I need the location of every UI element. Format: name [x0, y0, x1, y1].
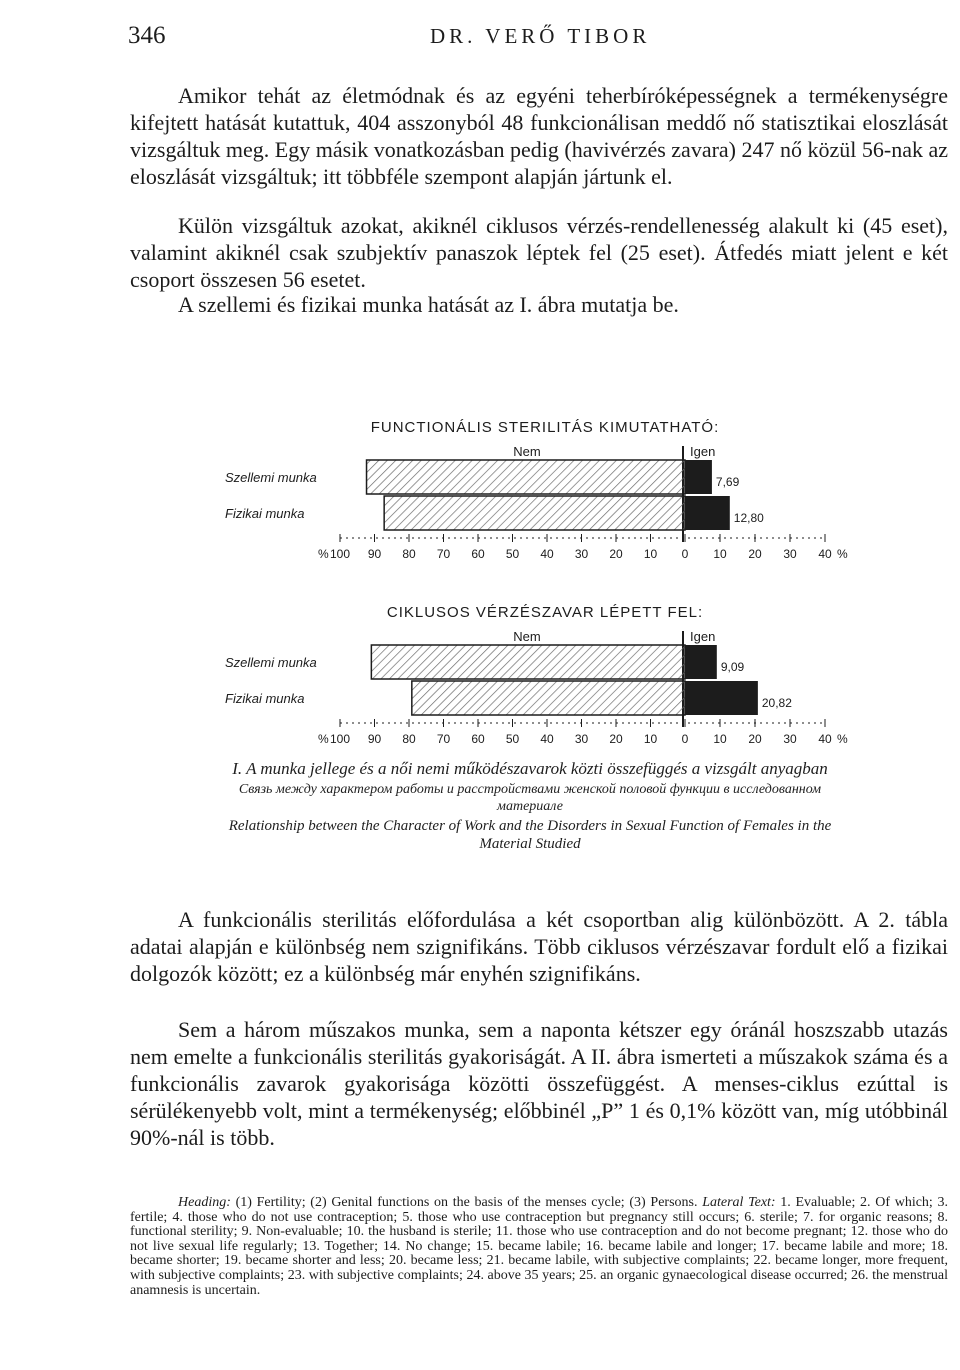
chart-0-bar-nem-1	[384, 496, 685, 530]
chart-0-tick-label-11: 10	[713, 547, 727, 561]
paragraph-3	[130, 291, 948, 318]
chart-1-tick-label-10: 0	[681, 732, 689, 746]
chart-1-tick-label-5: 50	[505, 732, 520, 746]
chart-1-unit-left: %	[318, 732, 329, 746]
chart-1-tick-label-6: 40	[540, 732, 554, 746]
chart-0-right-label: Igen	[690, 444, 716, 459]
chart-0-tick-label-4: 60	[471, 547, 485, 561]
chart-0-tick-label-5: 50	[505, 547, 520, 561]
chart-0-bar-igen-1	[685, 496, 730, 530]
paragraph-1-text: Amikor tehát az életmódnak és az egyéni teherbíróképességnek a termékenységre kifejtett hatását kutattuk, 404 asszonyból 48 funkcionálisan meddő nő statisztikai eloszlását vizsgáltuk meg. Egy másik vonatkozásban pedig (havivérzés zavara) 247 nő közül 56-nak az eloszlását vizsgáltuk; itt többféle szempont alapján jártunk el.	[130, 83, 948, 189]
chart-1-tick-label-12: 20	[748, 732, 762, 746]
chart-0-tick-label-12: 20	[748, 547, 762, 561]
chart-1-tick-label-3: 70	[436, 732, 451, 746]
footnote-lateral-label: Lateral Text:	[702, 1195, 776, 1210]
chart-1-tick-label-7: 30	[574, 732, 589, 746]
chart-1-unit-right: %	[837, 732, 848, 746]
chart-0-tick-label-7: 30	[574, 547, 589, 561]
paragraph-4	[130, 906, 948, 987]
chart-1-tick-label-13: 30	[783, 732, 797, 746]
paragraph-5	[130, 1016, 948, 1151]
chart-1-bar-igen-1	[685, 681, 758, 715]
chart-0-tick-label-9: 10	[643, 547, 658, 561]
chart-1-tick-label-9: 10	[643, 732, 658, 746]
chart-1-tick-label-11: 10	[713, 732, 727, 746]
chart-1-data-label-0: 9,09	[720, 660, 745, 674]
translation-footnote	[130, 1196, 948, 1298]
paragraph-1	[130, 82, 948, 190]
paragraph-2-text: Külön vizsgáltuk azokat, akiknél ciklusos vérzés-rendellenesség alakult ki (45 eset), valamint akiknél csak szubjektív panaszok léptek fel (25 eset). Átfedés miatt jelent e két csoport összesen 56 esetet.	[130, 213, 948, 292]
chart-1-tick-label-8: 20	[609, 732, 623, 746]
chart-1-title: CIKLUSOS VÉRZÉSZAVAR LÉPETT FEL:	[386, 604, 704, 621]
chart-1-bar-nem-0	[371, 645, 685, 679]
chart-1-data-label-1: 20,82	[761, 696, 792, 710]
caption-english: Relationship between the Character of Work and the Disorders in Sexual Function of Females in the Material Studied	[228, 818, 832, 852]
chart-1-tick-label-1: 90	[367, 732, 382, 746]
chart-0-tick-label-13: 30	[783, 547, 797, 561]
chart-0-tick-label-14: 40	[818, 547, 832, 561]
chart-1-tick-label-0: 100	[329, 732, 351, 746]
chart-0-tick-label-2: 80	[402, 547, 416, 561]
chart-1-tick-label-4: 60	[471, 732, 485, 746]
paragraph-3-text: A szellemi és fizikai munka hatását az I. ábra mutatja be.	[178, 292, 679, 317]
chart-1-right-label: Igen	[690, 629, 716, 644]
chart-0-title: FUNCTIONÁLIS STERILITÁS KIMUTATHATÓ:	[370, 419, 720, 436]
chart-0-tick-label-1: 90	[367, 547, 382, 561]
footnote-lateral-text: 1. Evaluable; 2. Of which; 3. fertile; 4. those who do not use contraception; 5. those who use contraception but pregnancy still occurs; 6. sterile; 7. for organic reasons; 8. functional sterility; 9. Non-evaluable; 10. the husband is sterile; 11. those who use contraception and do not become pregnant; 12. those who do not live sexual life regularly; 13. Together; 14. No change; 15. became labile; 16. became labile and longer; 17. became labile and more; 18. became shorter; 19. became shorter and less; 20. became less; 21. became labile, with subjective complaints; 22. became longer, more frequent, with subjective complaints; 23. with subjective complaints; 24. above 35 years; 25. an organic gynaecological disease occurred; 26. the menstrual anamnesis is uncertain.	[130, 1195, 949, 1298]
chart-0-tick-label-10: 0	[681, 547, 689, 561]
caption-hungarian: I. A munka jellege és a női nemi működészavarok közti összefüggés a vizsgált anyagban	[232, 759, 828, 778]
chart-1-tick-label-14: 40	[818, 732, 832, 746]
chart-0-category-label-0: Szellemi munka	[225, 470, 317, 485]
chart-1-category-label-0: Szellemi munka	[225, 655, 317, 670]
chart-0-tick-label-6: 40	[540, 547, 554, 561]
footnote-heading-label: Heading:	[178, 1195, 231, 1210]
page-number: 346	[128, 22, 166, 49]
chart-0-bar-igen-0	[685, 460, 712, 494]
chart-1-category-label-1: Fizikai munka	[225, 691, 305, 706]
chart-0-unit-right: %	[837, 547, 848, 561]
page-header	[128, 22, 920, 58]
chart-1-bar-igen-0	[685, 645, 717, 679]
paragraph-4-text: A funkcionális sterilitás előfordulása a két csoportban alig különbözött. A 2. tábla adatai alapján e különbség nem szignifikáns. Több ciklusos vérzészavar fordult elő a fizikai dolgozók között; ez a különbség már enyhén szignifikáns.	[130, 907, 948, 986]
footnote-heading-text: (1) Fertility; (2) Genital functions on the basis of the menses cycle; (3) Persons.	[235, 1195, 698, 1210]
paragraph-5-text: Sem a három műszakos munka, sem a naponta kétszer egy óránál hoszszabb utazás nem emelte a funkcionális sterilitás gyakoriságát. A II. ábra ismerteti a műszakok száma és a funkcionális zavarok gyakorisága közötti összefüggést. A menses-ciklus ezúttal is sérülékenyebb volt, mint a termékenység; előbbinél „P” 1 és 0,1% között van, míg utóbbinál 90%-nál is több.	[130, 1017, 948, 1150]
chart-0-tick-label-0: 100	[329, 547, 351, 561]
chart-1-left-label: Nem	[513, 629, 541, 644]
chart-0-unit-left: %	[318, 547, 329, 561]
chart-1-bar-nem-1	[412, 681, 685, 715]
chart-0-left-label: Nem	[513, 444, 541, 459]
running-head: DR. VERŐ TIBOR	[430, 24, 651, 48]
chart-0-tick-label-3: 70	[436, 547, 451, 561]
chart-1-tick-label-2: 80	[402, 732, 416, 746]
figure-caption	[220, 758, 840, 853]
chart-0-category-label-1: Fizikai munka	[225, 506, 305, 521]
caption-russian: Связь между характером работы и расстройствами женской половой функции в исследованном материале	[238, 782, 822, 814]
chart-0-data-label-1: 12,80	[733, 511, 764, 525]
chart-0-bar-nem-0	[367, 460, 685, 494]
paragraph-2	[130, 212, 948, 293]
chart-0-tick-label-8: 20	[609, 547, 623, 561]
chart-0-data-label-0: 7,69	[715, 475, 740, 489]
figure-chart	[225, 410, 865, 750]
